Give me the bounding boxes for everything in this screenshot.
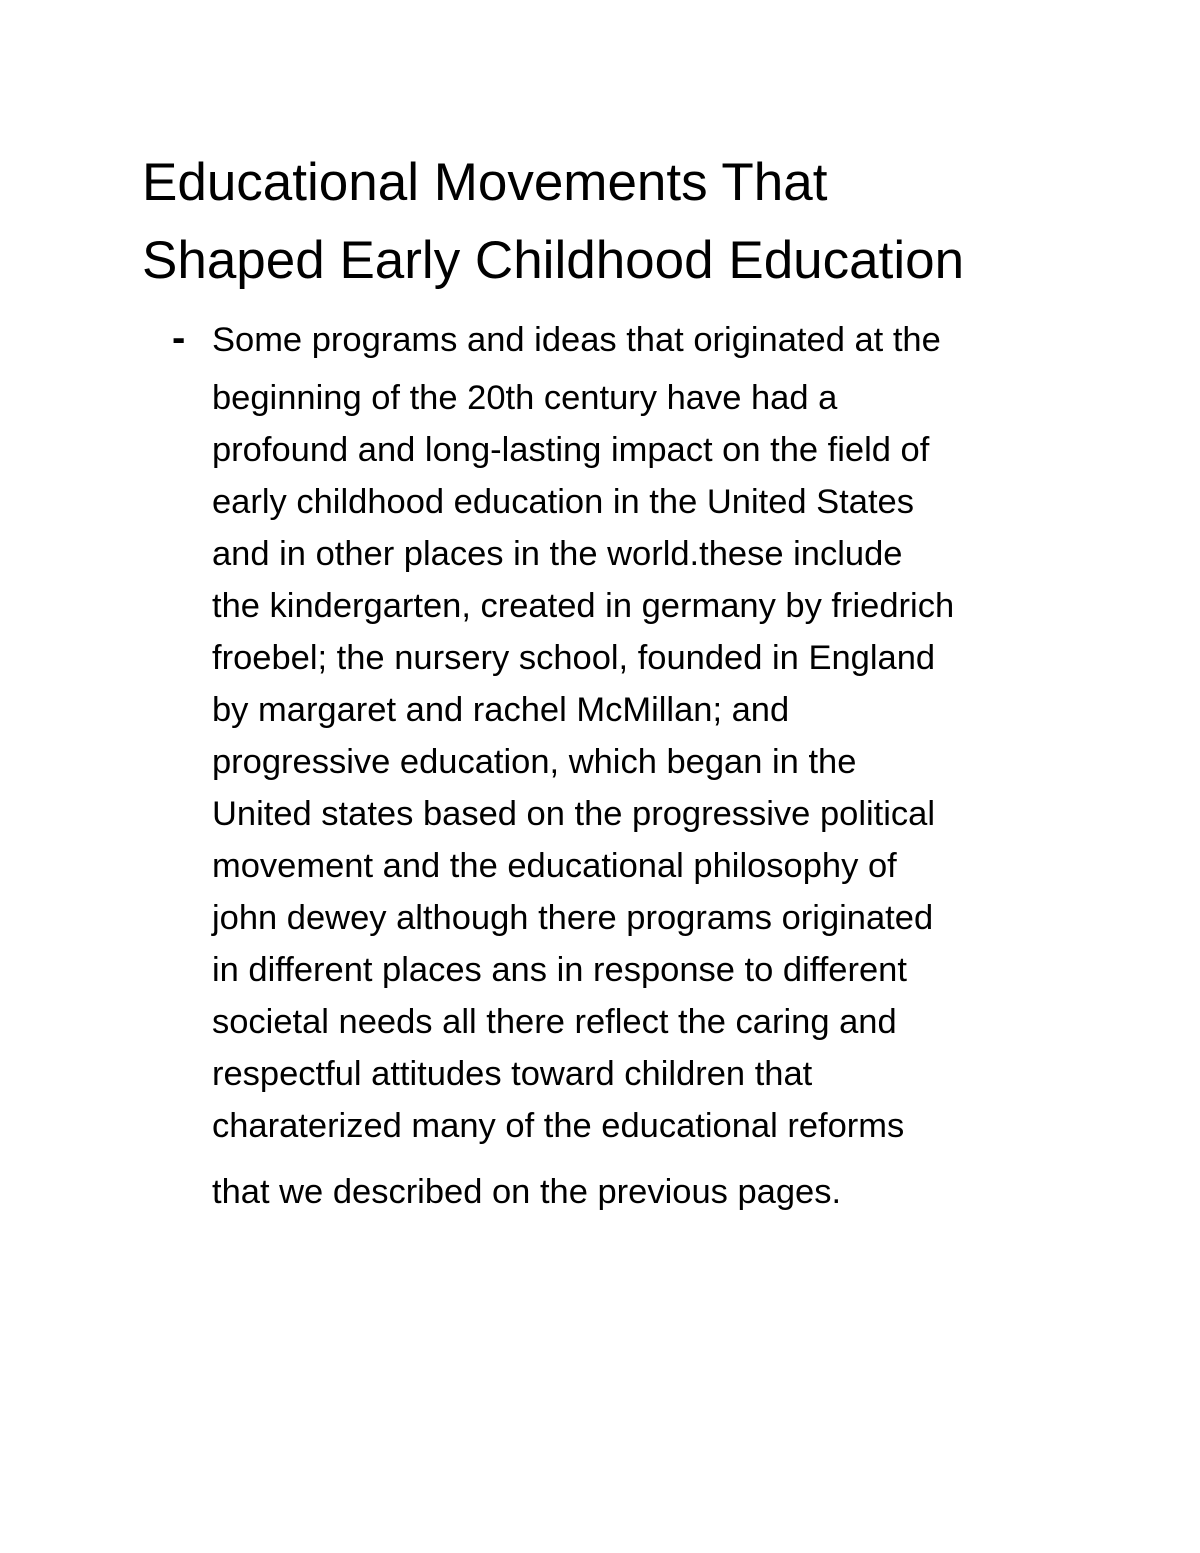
dash-bullet-icon: - bbox=[172, 316, 186, 360]
title-line-2: Shaped Early Childhood Education bbox=[142, 231, 965, 290]
paragraph-line-7: froebel; the nursery school, founded in England bbox=[212, 639, 936, 677]
paragraph-line-13: in different places ans in response to different bbox=[212, 951, 907, 989]
paragraph-line-9: progressive education, which began in the bbox=[212, 743, 857, 781]
paragraph-line-4: early childhood education in the United States bbox=[212, 483, 914, 521]
paragraph-line-1: Some programs and ideas that originated at the bbox=[212, 321, 941, 359]
title-line-1: Educational Movements That bbox=[142, 153, 828, 212]
page-title bbox=[142, 144, 964, 300]
bullet-list bbox=[142, 312, 954, 1218]
paragraph-line-16: charaterized many of the educational reforms bbox=[212, 1107, 905, 1145]
paragraph-line-12: john dewey although there programs originated bbox=[212, 899, 934, 937]
bullet-item bbox=[142, 312, 954, 1218]
paragraph-line-8: by margaret and rachel McMillan; and bbox=[212, 691, 790, 729]
paragraph-line-3: profound and long-lasting impact on the field of bbox=[212, 431, 930, 469]
paragraph-line-14: societal needs all there reflect the caring and bbox=[212, 1003, 897, 1041]
paragraph-line-17: that we described on the previous pages. bbox=[212, 1173, 842, 1211]
paragraph-line-11: movement and the educational philosophy of bbox=[212, 847, 897, 885]
paragraph-line-6: the kindergarten, created in germany by friedrich bbox=[212, 587, 955, 625]
paragraph-line-10: United states based on the progressive political bbox=[212, 795, 936, 833]
paragraph-line-2: beginning of the 20th century have had a bbox=[212, 379, 838, 417]
paragraph-line-15: respectful attitudes toward children that bbox=[212, 1055, 813, 1093]
paragraph-line-5: and in other places in the world.these include bbox=[212, 535, 903, 573]
